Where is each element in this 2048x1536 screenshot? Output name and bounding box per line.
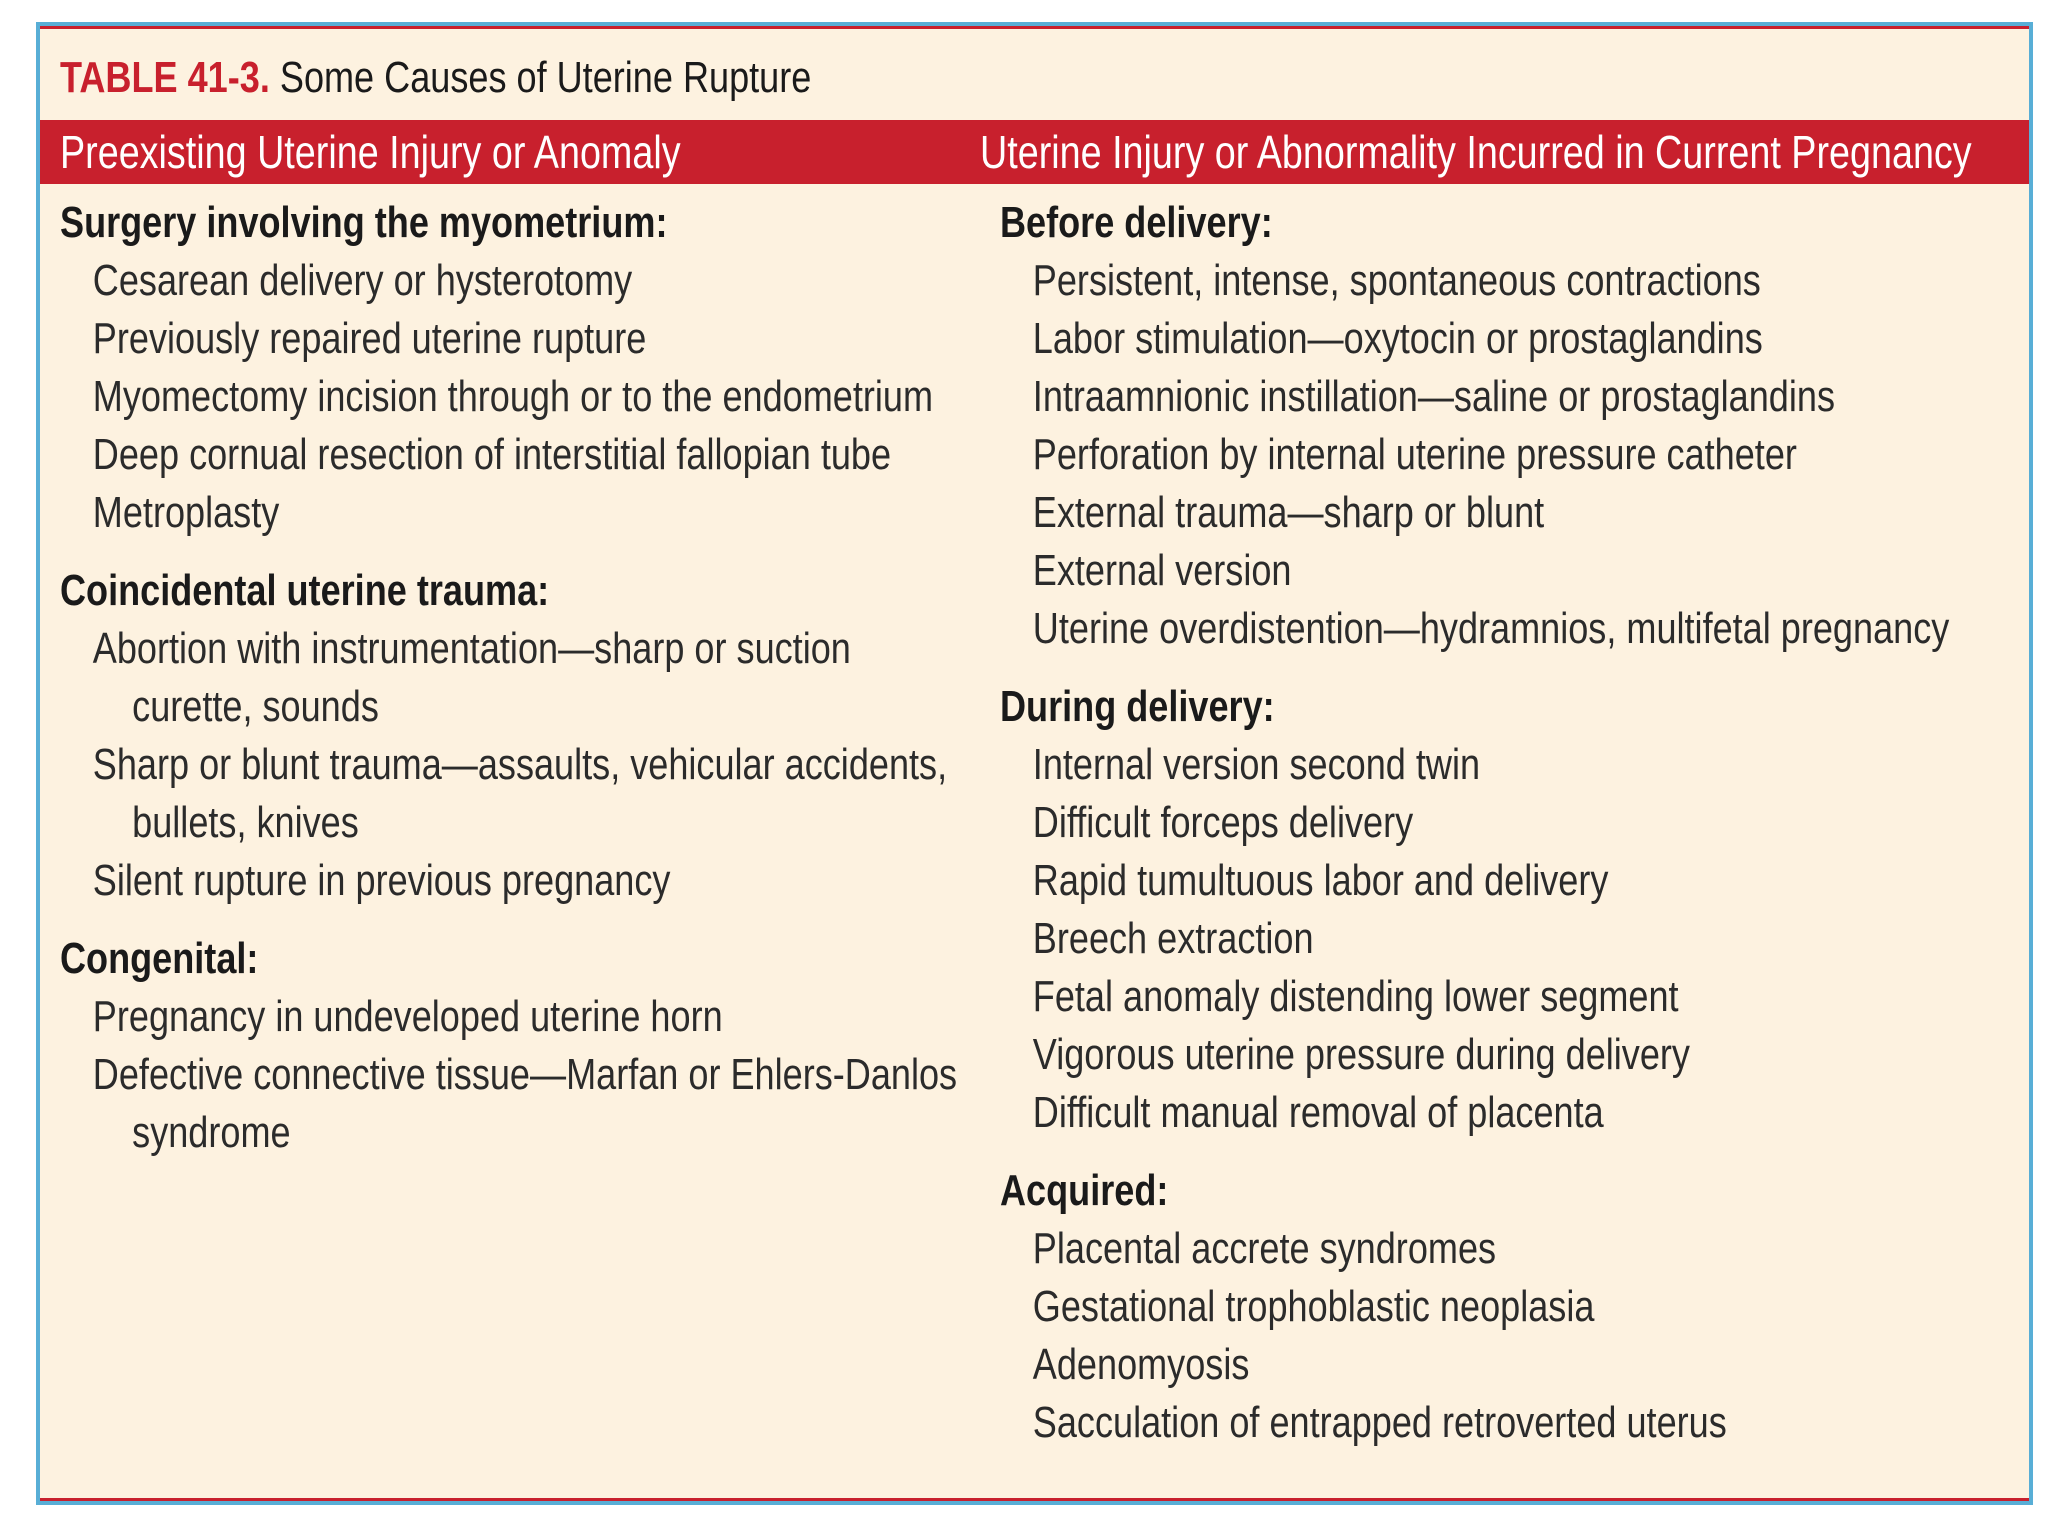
table-title <box>60 50 811 106</box>
list-item: Cesarean delivery or hysterotomy <box>92 256 633 305</box>
group-during-delivery <box>1000 678 2000 1142</box>
list-item: Labor stimulation—oxytocin or prostaglandins <box>1032 314 1763 363</box>
group-heading: During delivery: <box>1000 682 1275 731</box>
list-item-line: Sharp or blunt trauma—assaults, vehicular accidents, <box>92 740 948 789</box>
list-item: Internal version second twin <box>1032 740 1481 789</box>
group-heading: Coincidental uterine trauma: <box>60 566 550 615</box>
column-header-preexisting: Preexisting Uterine Injury or Anomaly <box>60 126 681 178</box>
list-item: Rapid tumultuous labor and delivery <box>1032 856 1609 905</box>
list-item: Previously repaired uterine rupture <box>92 314 647 363</box>
list-item <box>60 1046 958 1162</box>
table-title-text: Some Causes of Uterine Rupture <box>279 53 812 102</box>
list-item: Difficult manual removal of placenta <box>1032 1088 1604 1137</box>
list-item-continuation: syndrome <box>132 1108 291 1157</box>
list-item: Difficult forceps delivery <box>1032 798 1414 847</box>
list-item: Fetal anomaly distending lower segment <box>1032 972 1679 1021</box>
list-item: Perforation by internal uterine pressure catheter <box>1032 430 1797 479</box>
top-rule <box>40 26 2029 29</box>
list-item-line: Defective connective tissue—Marfan or Ehlers-Danlos <box>92 1050 958 1099</box>
list-item: Sacculation of entrapped retroverted uterus <box>1032 1398 1727 1447</box>
list-item: Pregnancy in undeveloped uterine horn <box>92 992 723 1041</box>
list-item <box>60 736 948 852</box>
group-heading: Surgery involving the myometrium: <box>60 198 668 247</box>
group-heading: Congenital: <box>60 934 259 983</box>
group-before-delivery <box>1000 194 2000 658</box>
list-item: Adenomyosis <box>1032 1340 1250 1389</box>
list-item-continuation: bullets, knives <box>132 798 359 847</box>
group-congenital <box>60 930 1000 1162</box>
list-item: Vigorous uterine pressure during delivery <box>1032 1030 1690 1079</box>
group-acquired <box>1000 1162 2000 1452</box>
list-item: Deep cornual resection of interstitial fallopian tube <box>92 430 892 479</box>
list-item: Persistent, intense, spontaneous contractions <box>1032 256 1761 305</box>
list-item <box>60 620 851 736</box>
list-item-line: Abortion with instrumentation—sharp or suction <box>92 624 851 673</box>
group-surgery <box>60 194 1000 542</box>
column-header-current-pregnancy: Uterine Injury or Abnormality Incurred in Current Pregnancy <box>980 126 1972 178</box>
list-item: Uterine overdistention—hydramnios, multifetal pregnancy <box>1032 604 1950 653</box>
column-preexisting <box>60 194 1000 1182</box>
column-header-band <box>40 120 2029 184</box>
list-item: Placental accrete syndromes <box>1032 1224 1497 1273</box>
list-item: Silent rupture in previous pregnancy <box>92 856 671 905</box>
group-heading: Acquired: <box>1000 1166 1169 1215</box>
list-item-continuation: curette, sounds <box>132 682 379 731</box>
list-item: Myomectomy incision through or to the endometrium <box>92 372 934 421</box>
list-item: Gestational trophoblastic neoplasia <box>1032 1282 1595 1331</box>
group-heading: Before delivery: <box>1000 198 1273 247</box>
column-current-pregnancy <box>1000 194 2000 1472</box>
table-number: TABLE 41-3. <box>60 53 270 102</box>
table-frame <box>36 22 2033 1505</box>
list-item: Breech extraction <box>1032 914 1314 963</box>
list-item: External version <box>1032 546 1292 595</box>
list-item: External trauma—sharp or blunt <box>1032 488 1545 537</box>
list-item: Metroplasty <box>92 488 280 537</box>
group-coincidental-trauma <box>60 562 1000 910</box>
list-item: Intraamnionic instillation—saline or prostaglandins <box>1032 372 1836 421</box>
bottom-rule <box>40 1498 2029 1501</box>
